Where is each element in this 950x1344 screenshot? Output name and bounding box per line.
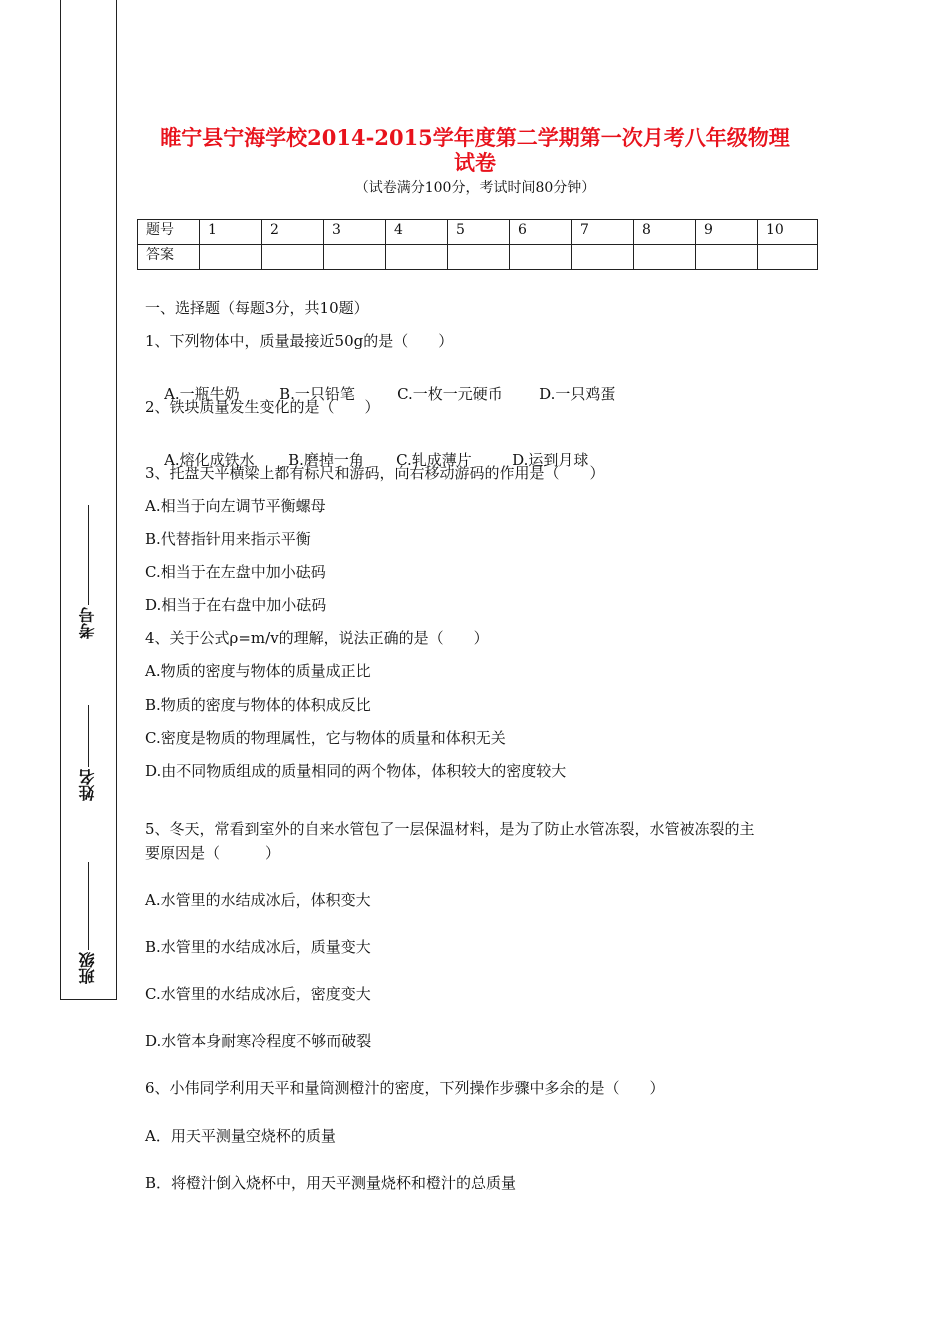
exam-number-field [62, 505, 114, 639]
table-cell-number: 10 [758, 220, 818, 245]
answer-cell [510, 245, 572, 270]
answer-cell [634, 245, 696, 270]
exam-subtitle: （试卷满分100分，考试时间80分钟） [354, 180, 596, 196]
table-cell-number: 9 [696, 220, 758, 245]
table-cell-number: 3 [324, 220, 386, 245]
name-field [62, 705, 114, 801]
table-cell-number: 2 [262, 220, 324, 245]
question-1-option-d: D.一只鸡蛋 [539, 385, 616, 403]
answer-cell [324, 245, 386, 270]
name-line [88, 705, 89, 767]
question-1-option-a: A.一瓶牛奶 [164, 385, 240, 403]
question-4-stem: 4、关于公式ρ=m/v的理解，说法正确的是（ ） [145, 629, 489, 647]
answer-cell [758, 245, 818, 270]
table-cell-number: 4 [386, 220, 448, 245]
answer-table-answer-row [138, 245, 818, 270]
table-cell-label: 答案 [138, 245, 200, 270]
table-cell-number: 5 [448, 220, 510, 245]
question-3-stem: 3、托盘天平横梁上都有标尺和游码，向右移动游码的作用是（ ） [145, 464, 605, 482]
answer-cell [262, 245, 324, 270]
question-4-option-b: B.物质的密度与物体的体积成反比 [145, 696, 371, 714]
table-cell-number: 7 [572, 220, 634, 245]
answer-cell [386, 245, 448, 270]
answer-table-number-row [138, 220, 818, 245]
question-1-option-b: B.一只铅笔 [279, 385, 355, 403]
answer-cell [572, 245, 634, 270]
question-2-option-b: B.磨掉一角 [288, 451, 364, 469]
question-5-option-b: B.水管里的水结成冰后，质量变大 [145, 938, 371, 956]
question-6-stem: 6、小伟同学利用天平和量筒测橙汁的密度，下列操作步骤中多余的是（ ） [145, 1079, 665, 1097]
question-2-option-c: C.轧成薄片 [396, 451, 472, 469]
question-3-option-d: D.相当于在右盘中加小砝码 [145, 596, 327, 614]
table-cell-number: 1 [200, 220, 262, 245]
binding-margin-box [60, 0, 117, 1000]
question-5-stem-line1: 5、冬天，常看到室外的自来水管包了一层保温材料，是为了防止水管冻裂，水管被冻裂的主 [145, 820, 755, 838]
question-2-stem: 2、铁块质量发生变化的是（ ） [145, 398, 380, 416]
table-cell-label: 题号 [138, 220, 200, 245]
question-4-option-a: A.物质的密度与物体的质量成正比 [145, 662, 371, 680]
question-5-stem-line2: 要原因是（ ） [145, 844, 281, 862]
question-5-option-c: C.水管里的水结成冰后，密度变大 [145, 985, 371, 1003]
table-cell-number: 6 [510, 220, 572, 245]
question-6-option-a: A．用天平测量空烧杯的质量 [145, 1127, 336, 1145]
name-label: 姓名 [78, 769, 97, 801]
question-3-option-a: A.相当于向左调节平衡螺母 [145, 497, 326, 515]
answer-cell [200, 245, 262, 270]
question-2-option-d: D.运到月球 [512, 451, 589, 469]
question-3-option-c: C.相当于在左盘中加小砝码 [145, 563, 326, 581]
question-3-option-b: B.代替指针用来指示平衡 [145, 530, 311, 548]
table-cell-number: 8 [634, 220, 696, 245]
class-line [88, 862, 89, 950]
exam-number-line [88, 505, 89, 605]
question-4-option-d: D.由不同物质组成的质量相同的两个物体，体积较大的密度较大 [145, 762, 567, 780]
answer-cell [448, 245, 510, 270]
exam-number-label: 考号 [78, 607, 97, 639]
exam-title-line2: 试卷 [454, 150, 496, 175]
question-5-option-d: D.水管本身耐寒冷程度不够而破裂 [145, 1032, 372, 1050]
question-1-stem: 1、下列物体中，质量最接近50g的是（ ） [145, 332, 454, 350]
answer-cell [696, 245, 758, 270]
question-1-option-c: C.一枚一元硬币 [397, 385, 503, 403]
question-4-option-c: C.密度是物质的物理属性，它与物体的质量和体积无关 [145, 729, 506, 747]
answer-table [137, 219, 818, 270]
question-6-option-b: B．将橙汁倒入烧杯中，用天平测量烧杯和橙汁的总质量 [145, 1174, 517, 1192]
section-heading: 一、选择题（每题3分，共10题） [145, 299, 369, 317]
class-field [62, 862, 114, 984]
exam-title-line1: 睢宁县宁海学校2014-2015学年度第二学期第一次月考八年级物理 [160, 125, 790, 150]
class-label: 班级 [78, 952, 97, 984]
question-5-option-a: A.水管里的水结成冰后，体积变大 [145, 891, 371, 909]
question-2-option-a: A.熔化成铁水 [164, 451, 255, 469]
